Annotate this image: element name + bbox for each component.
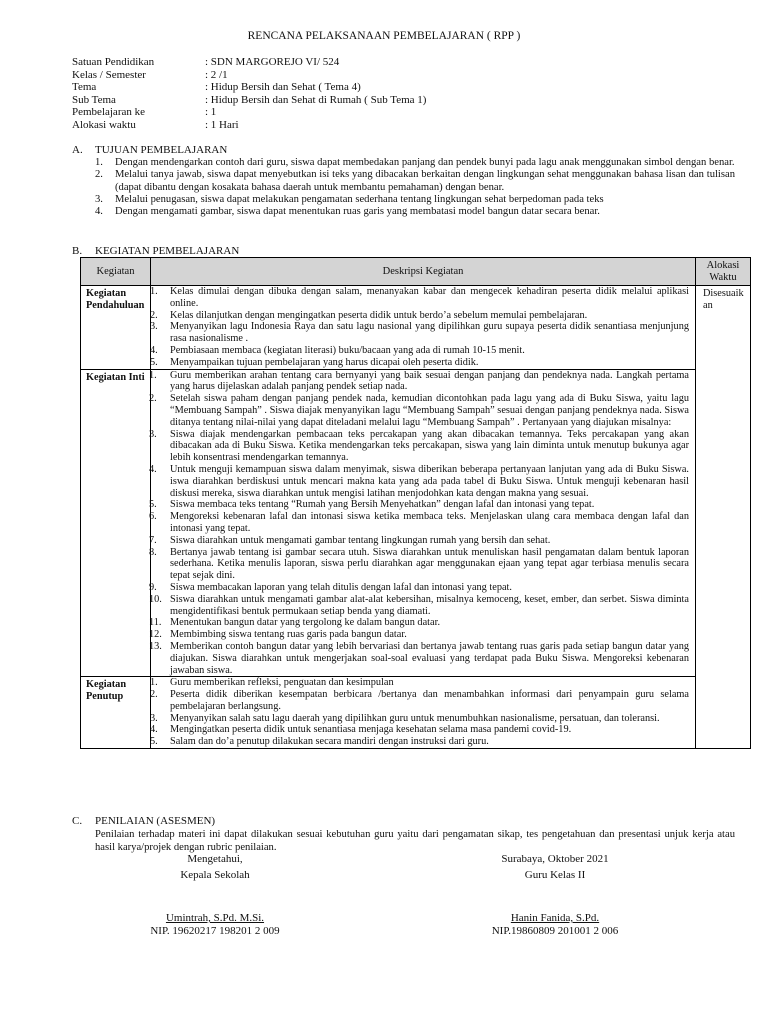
list-item: 1. Dengan mendengarkan contoh dari guru, siswa dapat membedakan panjang dan pendek bunyi pada lagu anak menggunakan simbol dengan benar. xyxy=(95,157,735,168)
info-row xyxy=(0,69,768,81)
activity-text: Menyanyikan lagu Indonesia Raya dan satu lagu nasional yang dipilihkan guru supaya peserta didik senantiasa menjunjung rasa nasionalisme . xyxy=(170,321,689,345)
section-b-heading: KEGIATAN PEMBELAJARAN xyxy=(95,245,240,257)
info-value: : 2 /1 xyxy=(205,68,228,81)
activity-text: Siswa membaca teks tentang “Rumah yang Bersih Menyehatkan” dengan lafal dan intonasi yang tepat. xyxy=(170,499,595,511)
header-deskripsi: Deskripsi Kegiatan xyxy=(151,258,696,286)
assessment-text: Penilaian terhadap materi ini dapat dilakukan sesuai kebutuhan guru yaitu dari pengamatan sikap, tes pengetahuan dan presentasi unjuk kerja atau hasil karya/projek dengan rubric penilaian. xyxy=(95,829,735,853)
section-c-heading: PENILAIAN (ASESMEN) xyxy=(95,815,216,827)
info-row xyxy=(0,106,768,118)
description-cell xyxy=(151,677,696,749)
info-row xyxy=(0,94,768,106)
table-header-row xyxy=(81,258,751,286)
signature-left-line1: Mengetahui, xyxy=(187,853,243,865)
header-alokasi: Alokasi Waktu xyxy=(696,258,751,286)
objective-text: Dengan mengamati gambar, siswa dapat menentukan ruas garis yang membatasi model bangun datar secara benar. xyxy=(115,206,600,218)
activity-text: Bertanya jawab tentang isi gambar secara utuh. Siswa diarahkan untuk menuliskan hasil pengamatan dalam bentuk laporan sederhana. Ketika menulis laporan, siswa perlu diarahkan agar menggunakan ejaan yang tepat agar terbiasa menulis secara tepat sejak dini. xyxy=(170,546,689,582)
info-row xyxy=(0,81,768,93)
info-label: Satuan Pendidikan xyxy=(72,56,155,68)
activities-table xyxy=(80,257,751,749)
info-value: : 1 Hari xyxy=(205,119,239,131)
list-item: 2. Melalui tanya jawab, siswa dapat menyebutkan isi teks yang dibacakan berkaitan dengan lingkungan sehat menggunakan bahasa lisan dan tulisan (dapat dibantu dengan kosakata bahasa daerah untuk membantu pemahaman) dengan benar. xyxy=(95,169,735,193)
signature-left-nip: NIP. 19620217 198201 2 009 xyxy=(150,925,280,937)
section-c-letter: C. xyxy=(72,815,83,827)
signature-left-name: Umintrah, S.Pd. M.Si. xyxy=(165,912,265,924)
section-a-letter: A. xyxy=(72,144,83,156)
info-value: : SDN MARGOREJO VI/ 524 xyxy=(205,56,340,68)
activity-text: Salam dan do’a penutup dilakukan secara mandiri dengan instruksi dari guru. xyxy=(170,736,489,748)
signature-right-nip: NIP.19860809 201001 2 006 xyxy=(491,925,619,937)
info-row xyxy=(0,56,768,68)
activity-text: Mengoreksi kebenaran lafal dan intonasi siswa ketika membaca teks. Menjelaskan ulang cara membaca dengan lafal dan intonasi yang tepat. xyxy=(170,511,689,534)
signature-right-line2: Guru Kelas II xyxy=(524,869,586,881)
info-value: : Hidup Bersih dan Sehat di Rumah ( Sub Tema 1) xyxy=(205,93,427,106)
description-cell xyxy=(151,369,696,677)
activity-text: Menentukan bangun datar yang tergolong ke dalam bangun datar. xyxy=(170,617,441,629)
objective-text: Melalui tanya jawab, siswa dapat menyebutkan isi teks yang dibacakan berkaitan dengan lingkungan sehat menggunakan bahasa lisan dan tulisan (dapat dibantu dengan kosakata bahasa daerah untuk membantu pemahaman) dengan benar. xyxy=(115,169,735,193)
activity-text: Siswa diajak mendengarkan pembacaan teks percakapan yang akan dibacakan temannya. Teks percakapan yang akan dibacakan ada di Buku Siswa. Ketika mendengarkan teks percakapan, siswa yang lain diminta untuk menutup bukunya agar lebih konsentrasi mendengarkan temannya. xyxy=(170,428,689,464)
info-value: : Hidup Bersih dan Sehat ( Tema 4) xyxy=(205,81,361,94)
list-item: 3. Menyanyikan salah satu lagu daerah yang dipilihkan guru untuk menumbuhkan nasionalisme, persatuan, dan toleransi. xyxy=(150,712,660,724)
phase-cell: Kegiatan Pendahuluan xyxy=(81,286,151,370)
list-item: 2. Peserta didik diberikan kesempatan berbicara /bertanya dan menambahkan informasi dari penyampain guru selama pembelajaran berlangsung. xyxy=(150,689,689,712)
list-item: 3. Siswa diajak mendengarkan pembacaan teks percakapan yang akan dibacakan temannya. Teks percakapan yang akan dibacakan ada di Buku Siswa. Ketika mendengarkan teks percakapan, siswa yang lain diminta untuk menutup bukunya agar lebih konsentrasi mendengarkan temannya. xyxy=(149,428,689,464)
info-label: Tema xyxy=(72,81,97,94)
list-item: 1. Guru memberikan refleksi, penguatan dan kesimpulan xyxy=(150,677,394,689)
info-label: Pembelajaran ke xyxy=(72,106,145,119)
list-item: 8. Bertanya jawab tentang isi gambar secara utuh. Siswa diarahkan untuk menuliskan hasil pengamatan dalam bentuk laporan sederhana. Ketika menulis laporan, siswa perlu diarahkan agar menggunakan ejaan yang tepat agar terbiasa menulis secara tepat sejak dini. xyxy=(149,546,689,582)
phase-cell: Kegiatan Penutup xyxy=(81,677,151,749)
table-row xyxy=(81,677,751,749)
list-item: 3. Menyanyikan lagu Indonesia Raya dan satu lagu nasional yang dipilihkan guru supaya peserta didik senantiasa menjunjung rasa nasionalisme . xyxy=(150,321,689,345)
activity-text: Siswa diarahkan untuk mengamati gambar alat-alat kebersihan, misalnya kemoceng, keset, ember, dan serbet. Siswa diminta mengidentifikasi bentuk permukaan setiap benda yang diamati. xyxy=(170,593,689,617)
activity-text: Setelah siswa paham dengan panjang pendek nada, kemudian dicontohkan pada lagu yang ada di Buku Siswa, yaitu lagu “Membuang Sampah” . Siswa diajak menyanyikan lagu “Membuang Sampah” sesuai dengan panjang pendeknya nada. Siswa ditanya tentang nilai-nilai yang dapat diteladani melalui lagu “Membuang Sampah” . Pertanyaan yang diajukan misalnya: xyxy=(170,393,689,428)
list-item: 13. Memberikan contoh bangun datar yang lebih bervariasi dan bertanya jawab tentang ruas garis pada setiap bangun datar yang diajukan. Siswa diarahkan untuk mengerjakan soal-soal evaluasi yang terdapat pada Buku Siswa. Mengoreksi kebenaran jawaban siswa. xyxy=(149,640,689,676)
list-item: 2. Kelas dilanjutkan dengan mengingatkan peserta didik untuk berdo’a sebelum memulai pembelajaran. xyxy=(150,309,588,321)
info-label: Alokasi waktu xyxy=(72,119,136,131)
list-item: 3. Melalui penugasan, siswa dapat melakukan pengamatan sederhana tentang lingkungan sehat berpedoman pada teks xyxy=(95,193,604,205)
info-label: Kelas / Semester xyxy=(72,68,146,81)
phase-cell: Kegiatan Inti xyxy=(81,369,151,677)
list-item: 4. Pembiasaan membaca (kegiatan literasi) buku/bacaan yang ada di rumah 10-15 menit. xyxy=(150,344,525,356)
list-item: 6. Mengoreksi kebenaran lafal dan intonasi siswa ketika membaca teks. Menjelaskan ulang cara membaca dengan lafal dan intonasi yang tepat. xyxy=(149,511,689,534)
activity-text: Menyampaikan tujuan pembelajaran yang harus dicapai oleh peserta didik. xyxy=(170,356,479,368)
objectives-list xyxy=(95,157,735,218)
activity-text: Kelas dimulai dengan dibuka dengan salam, menanyakan kabar dan mengecek kehadiran peserta didik melalui aplikasi online. xyxy=(170,286,689,309)
table-row xyxy=(81,369,751,677)
allocation-text: Disesuaikan xyxy=(703,288,744,311)
activity-text: Membimbing siswa tentang ruas garis pada bangun datar. xyxy=(170,629,407,641)
activity-text: Kelas dilanjutkan dengan mengingatkan peserta didik untuk berdo’a sebelum memulai pembelajaran. xyxy=(170,309,588,321)
list-item: 12. Membimbing siswa tentang ruas garis pada bangun datar. xyxy=(149,629,407,641)
list-item: 5. Siswa membaca teks tentang “Rumah yang Bersih Menyehatkan” dengan lafal dan intonasi yang tepat. xyxy=(149,499,595,511)
signature-right-line1: Surabaya, Oktober 2021 xyxy=(501,853,609,865)
signature-left-line2: Kepala Sekolah xyxy=(180,869,250,881)
info-value: : 1 xyxy=(205,106,217,119)
list-item: 10. Siswa diarahkan untuk mengamati gambar alat-alat kebersihan, misalnya kemoceng, keset, ember, dan serbet. Siswa diminta mengidentifikasi bentuk permukaan setiap benda yang diamati. xyxy=(149,593,689,617)
allocation-cell xyxy=(696,286,751,749)
list-item: 11. Menentukan bangun datar yang tergolong ke dalam bangun datar. xyxy=(149,617,441,629)
list-item: 4. Untuk menguji kemampuan siswa dalam menyimak, siswa diberikan beberapa pertanyaan lanjutan yang ada di Buku Siswa. iswa diarahkan berdiskusi untuk mencari makna kata yang ada pada tabel di Buku Siswa. Untuk menguji kebenaran hasil diskusi mereka, siswa diarahkan untuk mengisi latihan menjodohkan kata dengan makna yang sesuai. xyxy=(149,463,689,499)
info-label: Sub Tema xyxy=(72,93,116,106)
info-row xyxy=(0,119,768,131)
activity-text: Mengingatkan peserta didik untuk senantiasa menjaga kesehatan selama masa pandemi covid-19. xyxy=(170,724,572,736)
objective-text: Dengan mendengarkan contoh dari guru, siswa dapat membedakan panjang dan pendek bunyi pada lagu anak menggunakan simbol dengan benar. xyxy=(115,157,735,168)
list-item: 1. Guru memberikan arahan tentang cara bernyanyi yang baik sesuai dengan panjang dan pendeknya nada. Langkah pertama yang harus dijelaskan adalah panjang pendek setiap nada. xyxy=(149,369,689,393)
list-item: 7. Siswa diarahkan untuk mengamati gambar tentang lingkungan rumah yang bersih dan sehat. xyxy=(149,534,551,546)
activity-text: Guru memberikan refleksi, penguatan dan kesimpulan xyxy=(170,677,394,689)
activity-text: Untuk menguji kemampuan siswa dalam menyimak, siswa diberikan beberapa pertanyaan lanjutan yang ada di Buku Siswa. iswa diarahkan berdiskusi untuk mencari makna kata yang ada pada tabel di Buku Siswa. Untuk menguji kebenaran hasil diskusi mereka, siswa diarahkan untuk mengisi latihan menjodohkan kata dengan makna yang sesuai. xyxy=(170,463,689,499)
section-b-letter: B. xyxy=(72,245,83,257)
activity-text: Siswa membacakan laporan yang telah ditulis dengan lafal dan intonasi yang tepat. xyxy=(170,581,512,593)
list-item: 1. Kelas dimulai dengan dibuka dengan salam, menanyakan kabar dan mengecek kehadiran peserta didik melalui aplikasi online. xyxy=(150,286,689,309)
table-row xyxy=(81,286,751,370)
page-title: RENCANA PELAKSANAAN PEMBELAJARAN ( RPP ) xyxy=(247,30,521,42)
objective-text: Melalui penugasan, siswa dapat melakukan pengamatan sederhana tentang lingkungan sehat berpedoman pada teks xyxy=(115,193,604,205)
list-item: 9. Siswa membacakan laporan yang telah ditulis dengan lafal dan intonasi yang tepat. xyxy=(149,581,512,593)
activity-text: Siswa diarahkan untuk mengamati gambar tentang lingkungan rumah yang bersih dan sehat. xyxy=(170,534,551,546)
description-cell xyxy=(151,286,696,370)
list-item: 5. Menyampaikan tujuan pembelajaran yang harus dicapai oleh peserta didik. xyxy=(150,356,479,368)
list-item: 4. Mengingatkan peserta didik untuk senantiasa menjaga kesehatan selama masa pandemi covid-19. xyxy=(150,724,572,736)
header-kegiatan: Kegiatan xyxy=(81,258,151,286)
activity-text: Memberikan contoh bangun datar yang lebih bervariasi dan bertanya jawab tentang ruas garis pada setiap bangun datar yang diajukan. Siswa diarahkan untuk mengerjakan soal-soal evaluasi yang terdapat pada Buku Siswa. Mengoreksi kebenaran jawaban siswa. xyxy=(170,640,689,676)
activity-text: Guru memberikan arahan tentang cara bernyanyi yang baik sesuai dengan panjang dan pendeknya nada. Langkah pertama yang harus dijelaskan adalah panjang pendek setiap nada. xyxy=(170,369,689,393)
activity-text: Pembiasaan membaca (kegiatan literasi) buku/bacaan yang ada di rumah 10-15 menit. xyxy=(170,344,525,356)
list-item: 5. Salam dan do’a penutup dilakukan secara mandiri dengan instruksi dari guru. xyxy=(150,736,489,748)
activity-text: Peserta didik diberikan kesempatan berbicara /bertanya dan menambahkan informasi dari penyampain guru selama pembelajaran berlangsung. xyxy=(170,689,689,712)
list-item: 4. Dengan mengamati gambar, siswa dapat menentukan ruas garis yang membatasi model bangun datar secara benar. xyxy=(95,206,600,218)
list-item: 2. Setelah siswa paham dengan panjang pendek nada, kemudian dicontohkan pada lagu yang ada di Buku Siswa, yaitu lagu “Membuang Sampah” . Siswa diajak menyanyikan lagu “Membuang Sampah” sesuai dengan panjang pendeknya nada. Siswa ditanya tentang nilai-nilai yang dapat diteladani melalui lagu “Membuang Sampah” . Pertanyaan yang diajukan misalnya: xyxy=(149,393,689,428)
activity-text: Menyanyikan salah satu lagu daerah yang dipilihkan guru untuk menumbuhkan nasionalisme, persatuan, dan toleransi. xyxy=(170,712,660,724)
section-a-heading: TUJUAN PEMBELAJARAN xyxy=(95,144,228,156)
signature-right-name: Hanin Fanida, S.Pd. xyxy=(510,912,600,924)
